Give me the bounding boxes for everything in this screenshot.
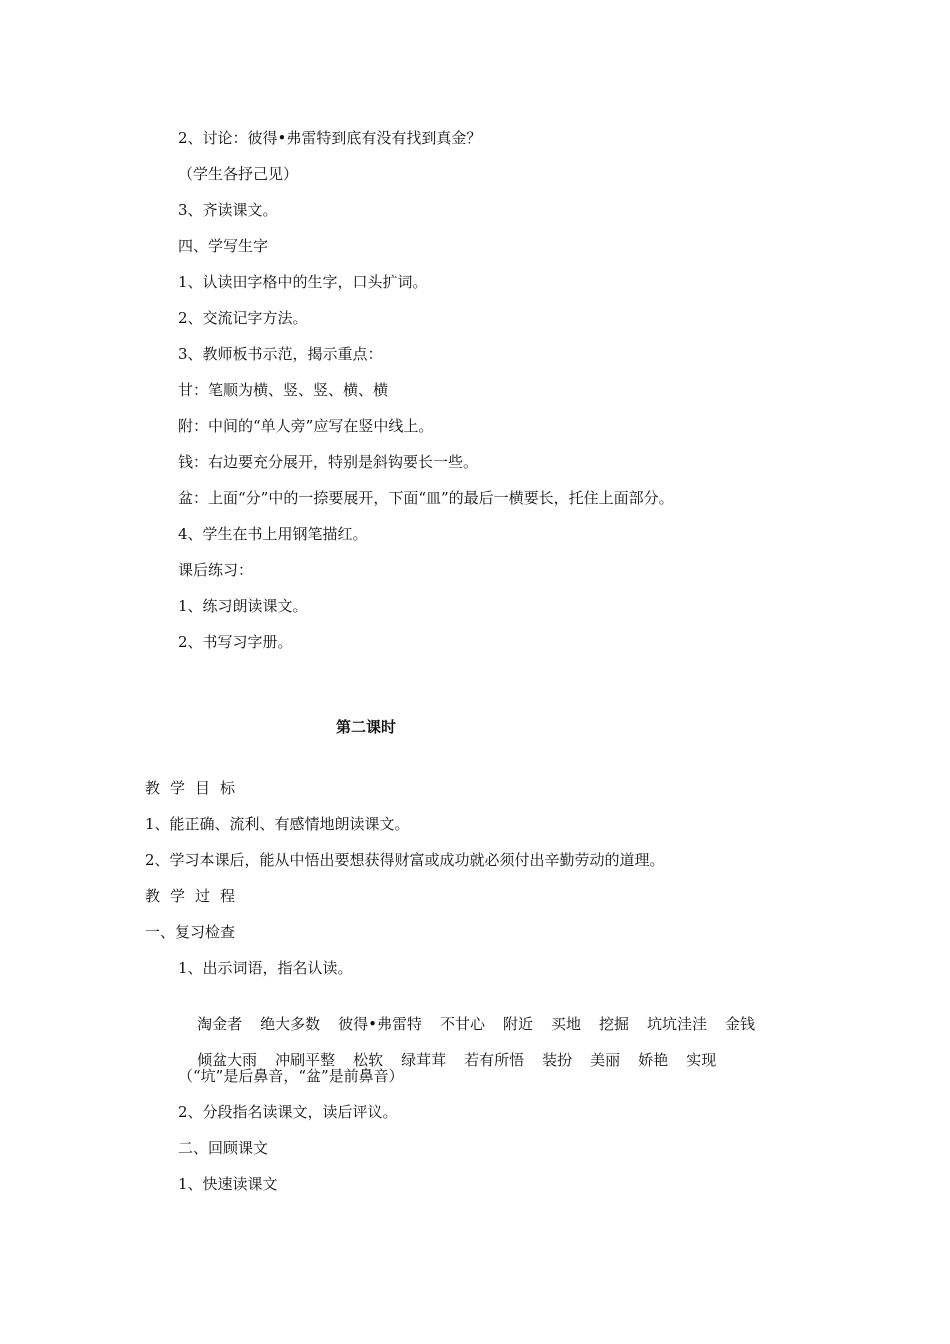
- word-item: 彼得•弗雷特: [338, 1015, 422, 1033]
- process-heading: 教学过程: [145, 887, 246, 905]
- word-item: 松软: [353, 1051, 384, 1069]
- text-line: 3、教师板书示范，揭示重点：: [178, 345, 383, 363]
- step-heading: 二、回顾课文: [178, 1139, 269, 1157]
- word-item: 坑坑洼洼: [647, 1015, 708, 1033]
- lesson-title: 第二课时: [336, 718, 397, 736]
- word-item: 挖掘: [599, 1015, 630, 1033]
- word-item: 不甘心: [439, 1015, 485, 1033]
- text-line: 钱：右边要充分展开，特别是斜钩要长一些。: [178, 453, 479, 471]
- text-line: 甘：笔顺为横、竖、竖、横、横: [178, 381, 389, 399]
- step-heading: 一、复习检查: [145, 923, 236, 941]
- text-line: 附：中间的“单人旁”应写在竖中线上。: [178, 417, 434, 435]
- text-line: 2、交流记字方法。: [178, 309, 308, 327]
- word-item: 绝大多数: [260, 1015, 321, 1033]
- word-item: 美丽: [590, 1051, 621, 1069]
- word-item: 金钱: [725, 1015, 756, 1033]
- word-item: 淘金者: [197, 1015, 243, 1033]
- word-item: 绿茸茸: [401, 1051, 447, 1069]
- section-heading: 四、学写生字: [178, 237, 269, 255]
- text-line: （“坑”是后鼻音，“盆”是前鼻音）: [178, 1067, 404, 1085]
- word-item: 娇艳: [638, 1051, 669, 1069]
- text-line: （学生各抒己见）: [178, 165, 299, 183]
- text-line: 课后练习：: [178, 561, 254, 579]
- text-line: 2、讨论：彼得•弗雷特到底有没有找到真金？: [178, 129, 482, 147]
- text-line: 2、书写习字册。: [178, 633, 293, 651]
- word-item: 买地: [551, 1015, 582, 1033]
- word-item: 附近: [502, 1015, 533, 1033]
- text-line: 1、认读田字格中的生字，口头扩词。: [178, 273, 428, 291]
- text-line: 1、出示词语，指名认读。: [178, 959, 353, 977]
- goals-heading: 教学目标: [145, 779, 246, 797]
- text-line: 3、齐读课文。: [178, 201, 278, 219]
- text-line: 4、学生在书上用钢笔描红。: [178, 525, 368, 543]
- text-line: 2、分段指名读课文，读后评议。: [178, 1103, 398, 1121]
- word-item: 冲刷平整: [275, 1051, 336, 1069]
- word-item: 倾盆大雨: [197, 1051, 258, 1069]
- word-item: 实现: [686, 1051, 717, 1069]
- text-line: 1、练习朗读课文。: [178, 597, 308, 615]
- word-item: 若有所悟: [464, 1051, 525, 1069]
- word-item: 装扮: [542, 1051, 573, 1069]
- goal-item: 1、能正确、流利、有感情地朗读课文。: [145, 815, 410, 833]
- text-line: 盆：上面“分”中的一捺要展开，下面“皿”的最后一横要长，托住上面部分。: [178, 489, 674, 507]
- text-line: 1、快速读课文: [178, 1175, 278, 1193]
- goal-item: 2、学习本课后，能从中悟出要想获得财富或成功就必须付出辛勤劳动的道理。: [145, 851, 665, 869]
